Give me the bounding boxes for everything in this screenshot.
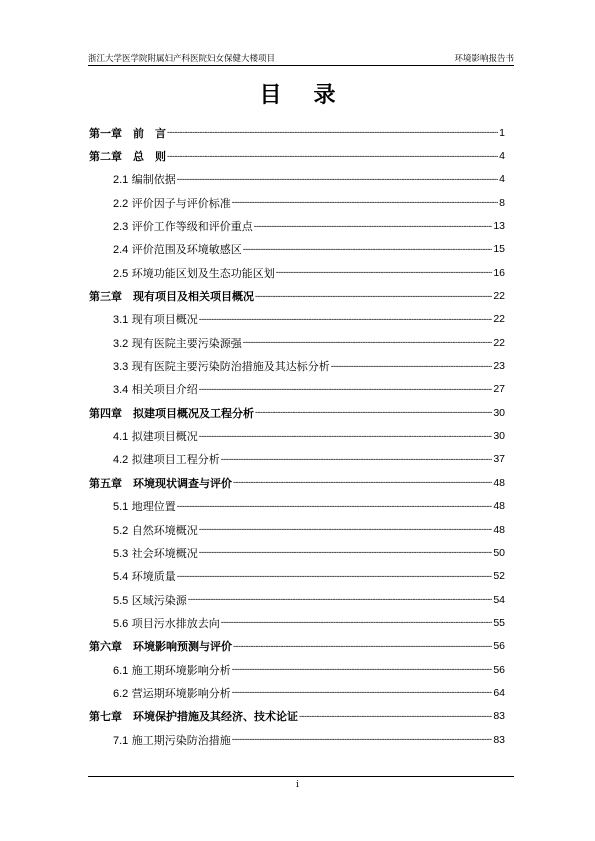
toc-entry-label — [113, 358, 330, 374]
toc-section-entry[interactable] — [89, 378, 505, 401]
toc-entry-label — [113, 732, 231, 748]
toc-page-number: 30 — [493, 406, 505, 419]
toc-entry-text: 第四章 拟建项目概况及工程分析 — [89, 406, 254, 420]
toc-dot-leader — [221, 618, 493, 627]
toc-page-number: 22 — [493, 313, 505, 326]
toc-page-number: 4 — [499, 173, 505, 186]
toc-section-number: 2.1 — [113, 174, 129, 187]
toc-section-entry[interactable] — [89, 681, 505, 704]
toc-entry-text: 项目污水排放去向 — [131, 616, 220, 630]
toc-page-number: 48 — [493, 523, 505, 536]
toc-section-number: 5.4 — [113, 571, 129, 584]
toc-entry-text: 环境质量 — [131, 570, 176, 584]
toc-page-number: 54 — [493, 593, 505, 606]
toc-chapter-entry[interactable] — [89, 471, 505, 494]
toc-page-number: 1 — [499, 126, 505, 139]
toc-dot-leader — [255, 408, 492, 417]
toc-entry-text: 相关项目介绍 — [131, 383, 198, 397]
toc-page-number: 15 — [493, 243, 505, 256]
toc-dot-leader — [167, 152, 498, 161]
toc-entry-label — [113, 592, 187, 608]
toc-entry-text: 现有医院主要污染源强 — [131, 336, 242, 350]
toc-entry-label — [113, 428, 198, 444]
toc-section-number: 6.2 — [113, 687, 129, 700]
toc-section-entry[interactable] — [89, 261, 505, 284]
toc-entry-label — [113, 662, 231, 678]
toc-page-number: 4 — [499, 150, 505, 163]
toc-section-entry[interactable] — [89, 541, 505, 564]
toc-section-entry[interactable] — [89, 658, 505, 681]
toc-dot-leader — [331, 362, 493, 371]
toc-dot-leader — [254, 222, 493, 231]
toc-dot-leader — [167, 128, 498, 137]
toc-dot-leader — [199, 525, 493, 534]
toc-entry-label — [89, 125, 166, 141]
toc-page-number: 30 — [493, 430, 505, 443]
toc-entry-label — [113, 195, 231, 211]
toc-entry-text: 社会环境概况 — [131, 546, 198, 560]
toc-chapter-entry[interactable] — [89, 284, 505, 307]
toc-entry-label — [113, 545, 198, 561]
toc-entry-text: 第六章 环境影响预测与评价 — [89, 640, 232, 654]
toc-page-number: 48 — [493, 500, 505, 513]
toc-page-number: 56 — [493, 640, 505, 653]
toc-dot-leader — [221, 455, 493, 464]
toc-chapter-entry[interactable] — [89, 705, 505, 728]
title-char-1: 目 — [259, 82, 282, 108]
toc-dot-leader — [199, 315, 493, 324]
toc-section-entry[interactable] — [89, 728, 505, 751]
toc-entry-label — [89, 148, 166, 164]
toc-section-entry[interactable] — [89, 214, 505, 237]
toc-section-number: 7.1 — [113, 734, 129, 747]
toc-entry-label — [113, 381, 198, 397]
toc-entry-text: 现有项目概况 — [131, 313, 198, 327]
toc-dot-leader — [177, 572, 493, 581]
toc-entry-text: 拟建项目工程分析 — [131, 453, 220, 467]
toc-section-number: 2.5 — [113, 267, 129, 280]
toc-entry-text: 区域污染源 — [131, 593, 187, 607]
toc-section-number: 6.1 — [113, 664, 129, 677]
toc-dot-leader — [232, 198, 498, 207]
toc-entry-text: 施工期环境影响分析 — [131, 663, 231, 677]
toc-section-number: 2.2 — [113, 197, 129, 210]
toc-dot-leader — [255, 292, 492, 301]
toc-chapter-entry[interactable] — [89, 635, 505, 658]
toc-page-number: 27 — [493, 383, 505, 396]
toc-dot-leader — [232, 665, 493, 674]
toc-section-entry[interactable] — [89, 448, 505, 471]
toc-page-number: 64 — [493, 686, 505, 699]
toc-entry-label — [89, 638, 232, 654]
toc-chapter-entry[interactable] — [89, 121, 505, 144]
toc-section-entry[interactable] — [89, 495, 505, 518]
toc-page-number: 16 — [493, 266, 505, 279]
toc-section-entry[interactable] — [89, 238, 505, 261]
toc-section-entry[interactable] — [89, 611, 505, 634]
toc-entry-text: 第三章 现有项目及相关项目概况 — [89, 290, 254, 304]
toc-page-number: 48 — [493, 476, 505, 489]
toc-page-number: 83 — [493, 733, 505, 746]
toc-section-entry[interactable] — [89, 588, 505, 611]
toc-entry-label — [113, 568, 176, 584]
toc-section-number: 3.4 — [113, 384, 129, 397]
toc-page-number: 23 — [493, 360, 505, 373]
page-title — [0, 78, 595, 109]
toc-section-entry[interactable] — [89, 168, 505, 191]
toc-entry-label — [113, 335, 242, 351]
footer-divider — [88, 776, 514, 777]
toc-entry-label — [89, 708, 298, 724]
running-header — [88, 52, 514, 66]
toc-entry-label — [113, 311, 198, 327]
toc-entry-label — [113, 615, 220, 631]
toc-entry-text: 第一章 前 言 — [89, 126, 166, 140]
toc-entry-label — [113, 451, 220, 467]
toc-entry-text: 评价工作等级和评价重点 — [131, 220, 253, 234]
toc-section-entry[interactable] — [89, 354, 505, 377]
toc-chapter-entry[interactable] — [89, 401, 505, 424]
toc-entry-label — [113, 685, 231, 701]
toc-entry-label — [113, 522, 198, 538]
toc-entry-label — [113, 265, 275, 281]
toc-entry-label — [89, 475, 232, 491]
toc-section-entry[interactable] — [89, 331, 505, 354]
toc-section-number: 3.1 — [113, 314, 129, 327]
toc-section-entry[interactable] — [89, 308, 505, 331]
toc-page-number: 8 — [499, 196, 505, 209]
toc-dot-leader — [232, 688, 493, 697]
toc-entry-text: 第二章 总 则 — [89, 150, 166, 164]
toc-dot-leader — [177, 502, 493, 511]
toc-section-entry[interactable] — [89, 424, 505, 447]
toc-dot-leader — [299, 712, 492, 721]
toc-entry-text: 地理位置 — [131, 500, 176, 514]
toc-section-number: 3.2 — [113, 337, 129, 350]
toc-entry-text: 编制依据 — [131, 173, 176, 187]
toc-entry-label — [113, 241, 242, 257]
toc-dot-leader — [232, 735, 493, 744]
toc-page-number: 52 — [493, 570, 505, 583]
toc-entry-label — [113, 171, 176, 187]
toc-entry-text: 环境功能区划及生态功能区划 — [131, 266, 275, 280]
header-document-type: 环境影响报告书 — [454, 54, 514, 64]
toc-page-number: 22 — [493, 290, 505, 303]
toc-page-number: 37 — [493, 453, 505, 466]
toc-page-number: 55 — [493, 616, 505, 629]
toc-dot-leader — [199, 432, 493, 441]
header-project-title: 浙江大学医学院附属妇产科医院妇女保健大楼项目 — [88, 54, 276, 64]
toc-dot-leader — [177, 175, 498, 184]
toc-section-number: 2.3 — [113, 221, 129, 234]
page-number: i — [296, 780, 299, 790]
toc-entry-text: 拟建项目概况 — [131, 430, 198, 444]
toc-entry-text: 第七章 环境保护措施及其经济、技术论证 — [89, 710, 298, 724]
toc-page-number: 13 — [493, 220, 505, 233]
toc-entry-text: 评价范围及环境敏感区 — [131, 243, 242, 257]
toc-section-number: 2.4 — [113, 244, 129, 257]
toc-entry-text: 施工期污染防治措施 — [131, 733, 231, 747]
toc-entry-label — [89, 288, 254, 304]
toc-page-number: 50 — [493, 546, 505, 559]
toc-section-number: 5.3 — [113, 547, 129, 560]
toc-dot-leader — [188, 595, 493, 604]
toc-section-number: 5.1 — [113, 501, 129, 514]
table-of-contents — [89, 121, 505, 751]
toc-dot-leader — [199, 548, 493, 557]
toc-page-number: 83 — [493, 710, 505, 723]
toc-section-entry[interactable] — [89, 518, 505, 541]
toc-entry-text: 营运期环境影响分析 — [131, 686, 231, 700]
toc-dot-leader — [243, 338, 493, 347]
toc-section-entry[interactable] — [89, 565, 505, 588]
toc-section-number: 5.2 — [113, 524, 129, 537]
toc-section-entry[interactable] — [89, 191, 505, 214]
toc-chapter-entry[interactable] — [89, 144, 505, 167]
toc-dot-leader — [243, 245, 493, 254]
toc-entry-text: 评价因子与评价标准 — [131, 196, 231, 210]
title-char-2: 录 — [313, 82, 336, 108]
toc-section-number: 5.6 — [113, 617, 129, 630]
toc-page-number: 56 — [493, 663, 505, 676]
header-divider — [88, 65, 514, 66]
toc-entry-text: 第五章 环境现状调查与评价 — [89, 476, 232, 490]
toc-section-number: 4.2 — [113, 454, 129, 467]
toc-entry-label — [89, 405, 254, 421]
toc-entry-text: 现有医院主要污染防治措施及其达标分析 — [131, 360, 330, 374]
toc-dot-leader — [199, 385, 493, 394]
toc-dot-leader — [276, 268, 493, 277]
toc-dot-leader — [233, 642, 492, 651]
toc-entry-text: 自然环境概况 — [131, 523, 198, 537]
toc-section-number: 5.5 — [113, 594, 129, 607]
toc-entry-label — [113, 498, 176, 514]
toc-dot-leader — [233, 478, 492, 487]
toc-entry-label — [113, 218, 253, 234]
toc-page-number: 22 — [493, 336, 505, 349]
toc-section-number: 4.1 — [113, 431, 129, 444]
toc-section-number: 3.3 — [113, 361, 129, 374]
